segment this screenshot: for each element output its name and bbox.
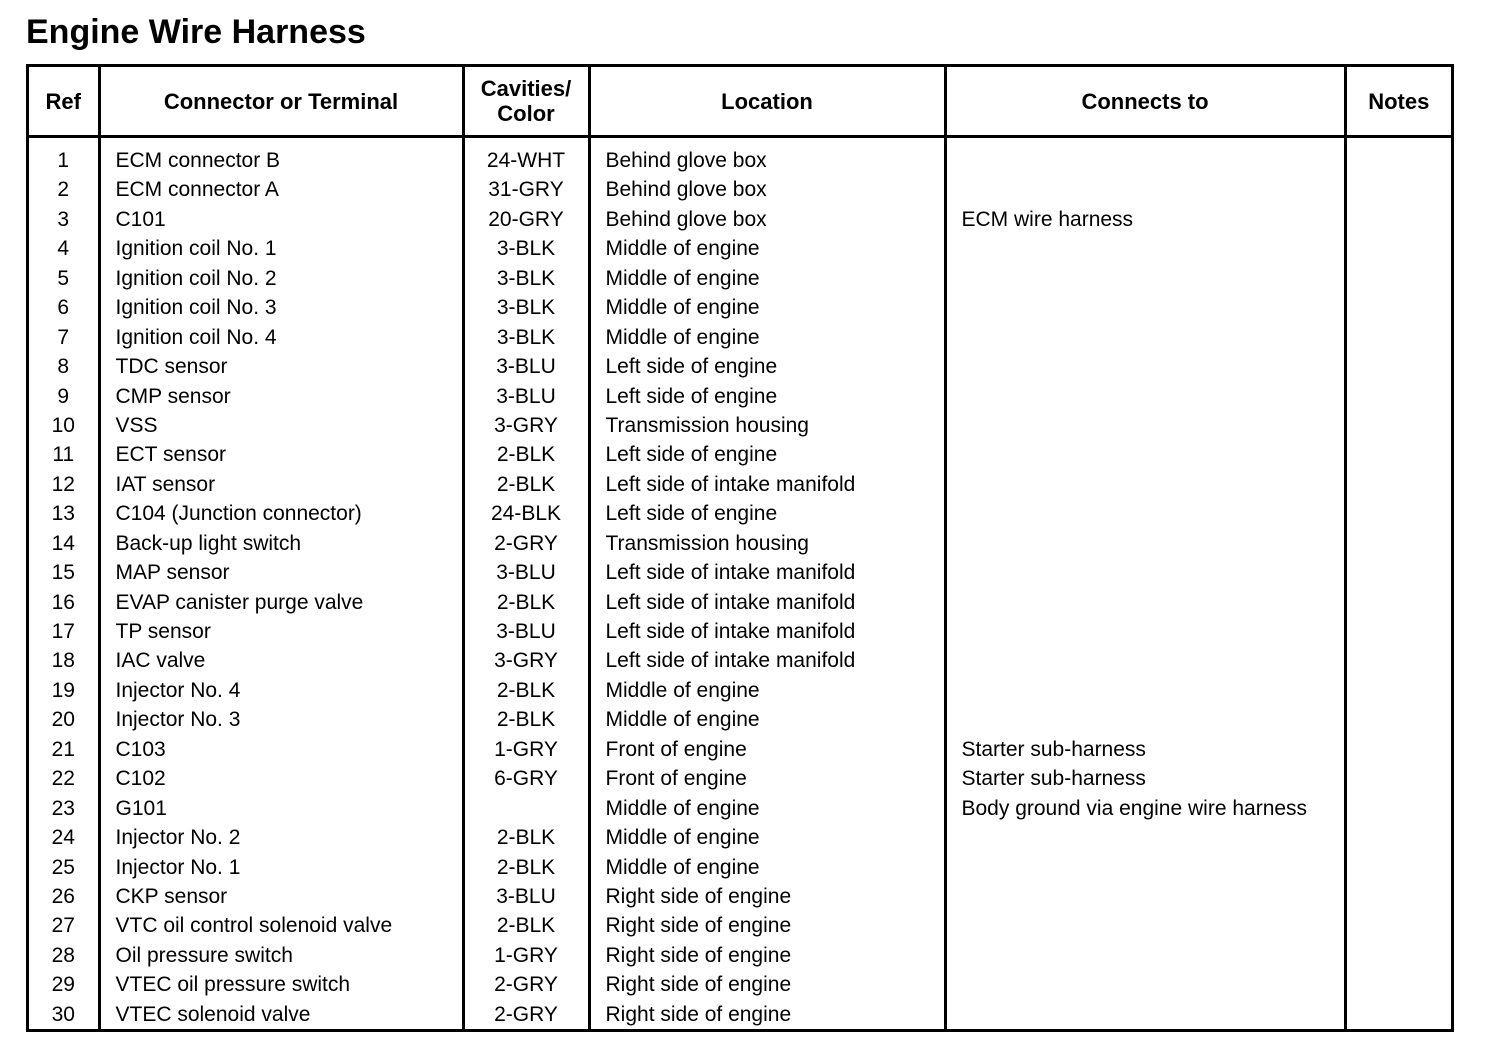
notes-cell bbox=[1347, 382, 1452, 411]
connects-to-cell bbox=[947, 264, 1344, 293]
ref-column bbox=[29, 137, 99, 1030]
connector-cell: ECT sensor bbox=[115, 443, 226, 467]
ref-cell: 2 bbox=[57, 178, 70, 202]
notes-cell bbox=[1347, 705, 1452, 734]
location-cell: Left side of intake manifold bbox=[605, 649, 856, 673]
connector-cell: VTEC oil pressure switch bbox=[115, 973, 351, 997]
notes-cell bbox=[1347, 146, 1452, 175]
cavities-cell: 3-BLK bbox=[496, 237, 556, 261]
notes-cell bbox=[1347, 911, 1452, 940]
ref-cell: 16 bbox=[51, 590, 75, 614]
connector-cell: Injector No. 2 bbox=[115, 826, 241, 850]
location-cell: Left side of intake manifold bbox=[605, 561, 856, 585]
header-location: Location bbox=[589, 67, 945, 137]
notes-cell bbox=[1347, 823, 1452, 852]
cavities-cell: 3-BLK bbox=[496, 266, 556, 290]
ref-cell: 13 bbox=[51, 502, 75, 526]
location-column bbox=[589, 137, 945, 1030]
location-cell: Left side of engine bbox=[605, 384, 778, 408]
connects-to-cell bbox=[947, 529, 1344, 558]
location-cell: Middle of engine bbox=[605, 266, 760, 290]
connects-to-cell bbox=[947, 970, 1344, 999]
header-cavities bbox=[463, 67, 589, 137]
connector-cell: Ignition coil No. 3 bbox=[115, 296, 277, 320]
connects-to-cell bbox=[947, 705, 1344, 734]
connector-cell: Injector No. 1 bbox=[115, 855, 241, 879]
notes-cell bbox=[1347, 558, 1452, 587]
connector-cell: IAC valve bbox=[115, 649, 206, 673]
ref-cell: 3 bbox=[57, 207, 70, 231]
connects-to-cell: ECM wire harness bbox=[961, 207, 1134, 231]
cavities-cell: 3-BLU bbox=[496, 355, 556, 379]
ref-cell: 17 bbox=[51, 620, 75, 643]
connects-to-cell bbox=[947, 941, 1344, 970]
cavities-cell: 3-BLU bbox=[496, 384, 556, 408]
cavities-cell: 2-BLK bbox=[496, 443, 556, 467]
location-cell: Left side of engine bbox=[605, 355, 778, 379]
cavities-cell: 2-BLK bbox=[496, 590, 556, 614]
cavities-cell: 2-GRY bbox=[494, 531, 558, 555]
connector-cell: MAP sensor bbox=[115, 561, 230, 585]
connects-to-cell bbox=[947, 1000, 1344, 1029]
connector-cell: C104 (Junction connector) bbox=[115, 502, 362, 526]
location-cell: Right side of engine bbox=[605, 1002, 792, 1026]
connects-to-cell bbox=[947, 911, 1344, 940]
notes-cell bbox=[1347, 264, 1452, 293]
location-cell: Behind glove box bbox=[605, 207, 767, 231]
cavities-cell bbox=[465, 794, 588, 823]
notes-cell bbox=[1347, 411, 1452, 440]
notes-cell bbox=[1347, 617, 1452, 646]
ref-cell: 12 bbox=[51, 472, 75, 496]
cavities-cell: 3-BLK bbox=[496, 325, 556, 349]
ref-cell: 20 bbox=[51, 708, 75, 732]
cavities-cell: 1-GRY bbox=[494, 737, 558, 761]
ref-cell: 30 bbox=[51, 1002, 75, 1026]
notes-cell bbox=[1347, 853, 1452, 882]
location-cell: Front of engine bbox=[605, 767, 747, 791]
notes-column bbox=[1345, 137, 1451, 1030]
header-cavities-line1: Cavities/ bbox=[480, 76, 572, 101]
connects-to-cell bbox=[947, 293, 1344, 322]
connects-to-cell bbox=[947, 499, 1344, 528]
connector-cell: CMP sensor bbox=[115, 384, 231, 408]
connector-cell: Back-up light switch bbox=[115, 531, 302, 555]
ref-cell: 5 bbox=[57, 266, 70, 290]
ref-cell: 29 bbox=[51, 973, 75, 997]
connects-to-cell bbox=[947, 853, 1344, 882]
ref-cell: 24 bbox=[51, 826, 75, 850]
table-body-row bbox=[29, 137, 1451, 1030]
connector-cell: Injector No. 3 bbox=[115, 708, 241, 732]
location-cell: Behind glove box bbox=[605, 178, 767, 202]
connector-cell: VTC oil control solenoid valve bbox=[115, 914, 393, 938]
connects-to-cell bbox=[947, 823, 1344, 852]
ref-cell: 4 bbox=[57, 237, 70, 261]
location-cell: Middle of engine bbox=[605, 296, 760, 320]
connects-to-cell bbox=[947, 234, 1344, 263]
connector-cell: C102 bbox=[115, 767, 166, 791]
connects-to-cell bbox=[947, 646, 1344, 675]
notes-cell bbox=[1347, 676, 1452, 705]
cavities-cell: 3-BLU bbox=[496, 620, 556, 643]
location-cell: Left side of intake manifold bbox=[605, 620, 856, 643]
connector-cell: G101 bbox=[115, 796, 167, 820]
harness-table bbox=[29, 67, 1451, 1029]
cavities-cell: 2-BLK bbox=[496, 914, 556, 938]
header-notes: Notes bbox=[1345, 67, 1451, 137]
connector-column bbox=[99, 137, 463, 1030]
location-cell: Right side of engine bbox=[605, 884, 792, 908]
cavities-cell: 2-BLK bbox=[496, 678, 556, 702]
ref-cell: 10 bbox=[51, 413, 75, 437]
cavities-cell: 3-GRY bbox=[494, 649, 558, 673]
location-cell: Left side of intake manifold bbox=[605, 590, 856, 614]
connects-to-column bbox=[945, 137, 1345, 1030]
connector-cell: EVAP canister purge valve bbox=[115, 590, 364, 614]
location-cell: Behind glove box bbox=[605, 149, 767, 172]
connects-to-cell bbox=[947, 175, 1344, 204]
cavities-cell: 3-BLK bbox=[496, 296, 556, 320]
notes-cell bbox=[1347, 970, 1452, 999]
connector-cell: IAT sensor bbox=[115, 472, 216, 496]
cavities-cell: 2-BLK bbox=[496, 472, 556, 496]
harness-table-frame bbox=[26, 64, 1454, 1032]
ref-cell: 28 bbox=[51, 943, 75, 967]
notes-cell bbox=[1347, 941, 1452, 970]
notes-cell bbox=[1347, 882, 1452, 911]
location-cell: Middle of engine bbox=[605, 826, 760, 850]
notes-cell bbox=[1347, 529, 1452, 558]
connector-cell: ECM connector B bbox=[115, 149, 281, 172]
cavities-cell: 24-WHT bbox=[486, 149, 566, 172]
location-cell: Left side of engine bbox=[605, 443, 778, 467]
location-cell: Middle of engine bbox=[605, 237, 760, 261]
location-cell: Left side of intake manifold bbox=[605, 472, 856, 496]
connector-cell: Ignition coil No. 2 bbox=[115, 266, 277, 290]
location-cell: Transmission housing bbox=[605, 413, 809, 437]
location-cell: Right side of engine bbox=[605, 914, 792, 938]
connects-to-cell bbox=[947, 440, 1344, 469]
cavities-cell: 20-GRY bbox=[488, 207, 564, 231]
connects-to-cell bbox=[947, 676, 1344, 705]
ref-cell: 9 bbox=[57, 384, 70, 408]
connects-to-cell bbox=[947, 146, 1344, 175]
connects-to-cell bbox=[947, 470, 1344, 499]
notes-cell bbox=[1347, 764, 1452, 793]
ref-cell: 19 bbox=[51, 678, 75, 702]
connects-to-cell bbox=[947, 382, 1344, 411]
notes-cell bbox=[1347, 588, 1452, 617]
ref-cell: 26 bbox=[51, 884, 75, 908]
connects-to-cell bbox=[947, 617, 1344, 646]
ref-cell: 7 bbox=[57, 325, 70, 349]
cavities-cell: 6-GRY bbox=[494, 767, 558, 791]
connects-to-cell: Starter sub-harness bbox=[961, 737, 1146, 761]
notes-cell bbox=[1347, 234, 1452, 263]
connects-to-cell bbox=[947, 558, 1344, 587]
cavities-column bbox=[463, 137, 589, 1030]
connects-to-cell: Starter sub-harness bbox=[961, 767, 1146, 791]
connector-cell: C101 bbox=[115, 207, 166, 231]
location-cell: Middle of engine bbox=[605, 678, 760, 702]
connector-cell: ECM connector A bbox=[115, 178, 279, 202]
location-cell: Left side of engine bbox=[605, 502, 778, 526]
cavities-cell: 2-BLK bbox=[496, 708, 556, 732]
notes-cell bbox=[1347, 1000, 1452, 1029]
notes-cell bbox=[1347, 646, 1452, 675]
connects-to-cell bbox=[947, 588, 1344, 617]
location-cell: Middle of engine bbox=[605, 796, 760, 820]
ref-cell: 18 bbox=[51, 649, 75, 673]
connector-cell: Oil pressure switch bbox=[115, 943, 293, 967]
notes-cell bbox=[1347, 440, 1452, 469]
cavities-cell: 2-BLK bbox=[496, 826, 556, 850]
connector-cell: TP sensor bbox=[115, 620, 211, 643]
notes-cell bbox=[1347, 794, 1452, 823]
location-cell: Right side of engine bbox=[605, 943, 792, 967]
ref-cell: 23 bbox=[51, 796, 75, 820]
ref-cell: 21 bbox=[51, 737, 75, 761]
notes-cell bbox=[1347, 470, 1452, 499]
location-cell: Transmission housing bbox=[605, 531, 809, 555]
ref-cell: 25 bbox=[51, 855, 75, 879]
location-cell: Middle of engine bbox=[605, 708, 760, 732]
cavities-cell: 3-BLU bbox=[496, 561, 556, 585]
notes-cell bbox=[1347, 735, 1452, 764]
header-connects-to: Connects to bbox=[945, 67, 1345, 137]
connector-cell: TDC sensor bbox=[115, 355, 228, 379]
header-cavities-line2: Color bbox=[497, 101, 555, 126]
notes-cell bbox=[1347, 293, 1452, 322]
ref-cell: 15 bbox=[51, 561, 75, 585]
ref-cell: 27 bbox=[51, 914, 75, 938]
connector-cell: VTEC solenoid valve bbox=[115, 1002, 311, 1026]
connects-to-cell bbox=[947, 411, 1344, 440]
notes-cell bbox=[1347, 205, 1452, 234]
connects-to-cell bbox=[947, 323, 1344, 352]
connector-cell: Injector No. 4 bbox=[115, 678, 241, 702]
connector-cell: C103 bbox=[115, 737, 166, 761]
notes-cell bbox=[1347, 323, 1452, 352]
cavities-cell: 2-BLK bbox=[496, 855, 556, 879]
location-cell: Front of engine bbox=[605, 737, 747, 761]
connector-cell: Ignition coil No. 4 bbox=[115, 325, 277, 349]
cavities-cell: 1-GRY bbox=[494, 943, 558, 967]
cavities-cell: 3-BLU bbox=[496, 884, 556, 908]
cavities-cell: 24-BLK bbox=[490, 502, 562, 526]
cavities-cell: 31-GRY bbox=[488, 178, 564, 202]
notes-cell bbox=[1347, 175, 1452, 204]
page-title: Engine Wire Harness bbox=[26, 13, 366, 51]
cavities-cell: 2-GRY bbox=[494, 1002, 558, 1026]
connects-to-cell bbox=[947, 352, 1344, 381]
connector-cell: CKP sensor bbox=[115, 884, 228, 908]
connects-to-cell: Body ground via engine wire harness bbox=[961, 796, 1308, 820]
connector-cell: Ignition coil No. 1 bbox=[115, 237, 277, 261]
ref-cell: 14 bbox=[51, 531, 75, 555]
cavities-cell: 2-GRY bbox=[494, 973, 558, 997]
location-cell: Middle of engine bbox=[605, 855, 760, 879]
ref-cell: 6 bbox=[57, 296, 70, 320]
location-cell: Middle of engine bbox=[605, 325, 760, 349]
ref-cell: 22 bbox=[51, 767, 75, 791]
location-cell: Right side of engine bbox=[605, 973, 792, 997]
cavities-cell: 3-GRY bbox=[494, 413, 558, 437]
table-header-row bbox=[29, 67, 1451, 137]
notes-cell bbox=[1347, 499, 1452, 528]
ref-cell: 11 bbox=[52, 443, 75, 467]
header-ref: Ref bbox=[29, 67, 99, 137]
ref-cell: 1 bbox=[57, 149, 70, 172]
ref-cell: 8 bbox=[57, 355, 70, 379]
connects-to-cell bbox=[947, 882, 1344, 911]
notes-cell bbox=[1347, 352, 1452, 381]
connector-cell: VSS bbox=[115, 413, 158, 437]
header-connector: Connector or Terminal bbox=[99, 67, 463, 137]
